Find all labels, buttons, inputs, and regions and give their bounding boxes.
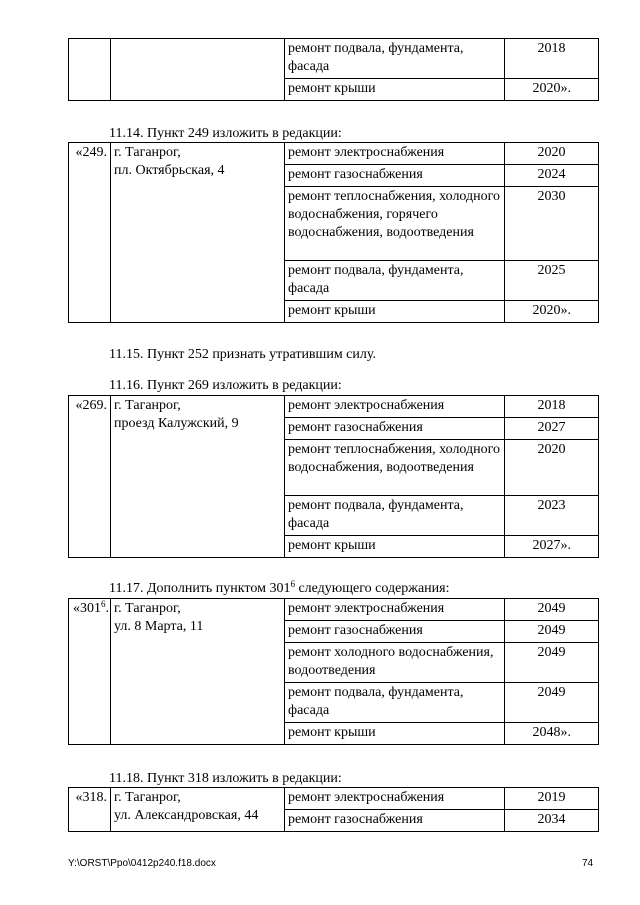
year-cell: 2020 bbox=[505, 143, 599, 165]
footer-file-path: Y:\ORST\Ppo\0412p240.f18.docx bbox=[68, 858, 216, 869]
work-cell: ремонт холодного водоснабжения, водоотведения bbox=[285, 643, 505, 683]
year-cell: 2020 bbox=[505, 440, 599, 496]
work-cell: ремонт электроснабжения bbox=[285, 143, 505, 165]
work-cell: ремонт теплоснабжения, холодного водоснабжения, горячего водоснабжения, водоотведения bbox=[285, 187, 505, 261]
year-cell: 2049 bbox=[505, 643, 599, 683]
work-cell: ремонт газоснабжения bbox=[285, 418, 505, 440]
year-cell: 2019 bbox=[505, 788, 599, 810]
work-cell: ремонт газоснабжения bbox=[285, 810, 505, 832]
year-cell: 2027». bbox=[505, 536, 599, 558]
table-row bbox=[69, 599, 599, 621]
num-cell: «318. bbox=[69, 788, 111, 832]
num-cell bbox=[69, 39, 111, 101]
work-cell: ремонт крыши bbox=[285, 536, 505, 558]
address-cell: г. Таганрог, ул. 8 Марта, 11 bbox=[111, 599, 285, 745]
address-cell: г. Таганрог, пл. Октябрьская, 4 bbox=[111, 143, 285, 323]
table-318 bbox=[68, 787, 599, 832]
work-cell: ремонт крыши bbox=[285, 723, 505, 745]
work-cell: ремонт теплоснабжения, холодного водоснабжения, водоотведения bbox=[285, 440, 505, 496]
year-cell: 2049 bbox=[505, 621, 599, 643]
table-301-6 bbox=[68, 598, 599, 745]
year-cell: 2027 bbox=[505, 418, 599, 440]
year-cell: 2049 bbox=[505, 683, 599, 723]
heading-text: 11.17. Дополнить пунктом 301 bbox=[109, 581, 291, 596]
address-cell bbox=[111, 39, 285, 101]
work-cell: ремонт электроснабжения bbox=[285, 788, 505, 810]
year-cell: 2023 bbox=[505, 496, 599, 536]
year-cell: 2025 bbox=[505, 261, 599, 301]
work-cell: ремонт крыши bbox=[285, 301, 505, 323]
heading-superscript: 6 bbox=[290, 579, 295, 589]
num-cell bbox=[69, 599, 111, 745]
table-269 bbox=[68, 395, 599, 558]
work-cell: ремонт подвала, фундамента, фасада bbox=[285, 496, 505, 536]
table-row bbox=[69, 39, 599, 79]
year-cell: 2048». bbox=[505, 723, 599, 745]
work-cell: ремонт газоснабжения bbox=[285, 165, 505, 187]
num-cell: «269. bbox=[69, 396, 111, 558]
work-cell: ремонт электроснабжения bbox=[285, 396, 505, 418]
work-cell: ремонт электроснабжения bbox=[285, 599, 505, 621]
address-cell: г. Таганрог, ул. Александровская, 44 bbox=[111, 788, 285, 832]
section-heading: 11.15. Пункт 252 признать утратившим силу. bbox=[109, 347, 376, 362]
address-cell: г. Таганрог, проезд Калужский, 9 bbox=[111, 396, 285, 558]
table-249 bbox=[68, 142, 599, 323]
year-cell: 2034 bbox=[505, 810, 599, 832]
year-cell: 2020». bbox=[505, 79, 599, 101]
year-cell: 2018 bbox=[505, 396, 599, 418]
work-cell: ремонт подвала, фундамента, фасада bbox=[285, 683, 505, 723]
work-cell: ремонт газоснабжения bbox=[285, 621, 505, 643]
num-text: «301 bbox=[73, 601, 101, 616]
year-cell: 2018 bbox=[505, 39, 599, 79]
num-superscript: 6 bbox=[101, 599, 106, 609]
num-cell: «249. bbox=[69, 143, 111, 323]
work-cell: ремонт подвала, фундамента, фасада bbox=[285, 261, 505, 301]
year-cell: 2030 bbox=[505, 187, 599, 261]
section-heading: 11.16. Пункт 269 изложить в редакции: bbox=[109, 378, 342, 393]
heading-text: следующего содержания: bbox=[294, 581, 450, 596]
table-row bbox=[69, 396, 599, 418]
section-heading: 11.18. Пункт 318 изложить в редакции: bbox=[109, 771, 342, 786]
year-cell: 2024 bbox=[505, 165, 599, 187]
num-text: . bbox=[105, 601, 109, 616]
section-heading bbox=[109, 580, 450, 598]
work-cell: ремонт крыши bbox=[285, 79, 505, 101]
table-row bbox=[69, 143, 599, 165]
year-cell: 2049 bbox=[505, 599, 599, 621]
year-cell: 2020». bbox=[505, 301, 599, 323]
footer-page-number: 74 bbox=[582, 858, 594, 869]
fragment-table bbox=[68, 38, 599, 101]
section-heading: 11.14. Пункт 249 изложить в редакции: bbox=[109, 126, 342, 141]
table-row bbox=[69, 788, 599, 810]
work-cell: ремонт подвала, фундамента, фасада bbox=[285, 39, 505, 79]
